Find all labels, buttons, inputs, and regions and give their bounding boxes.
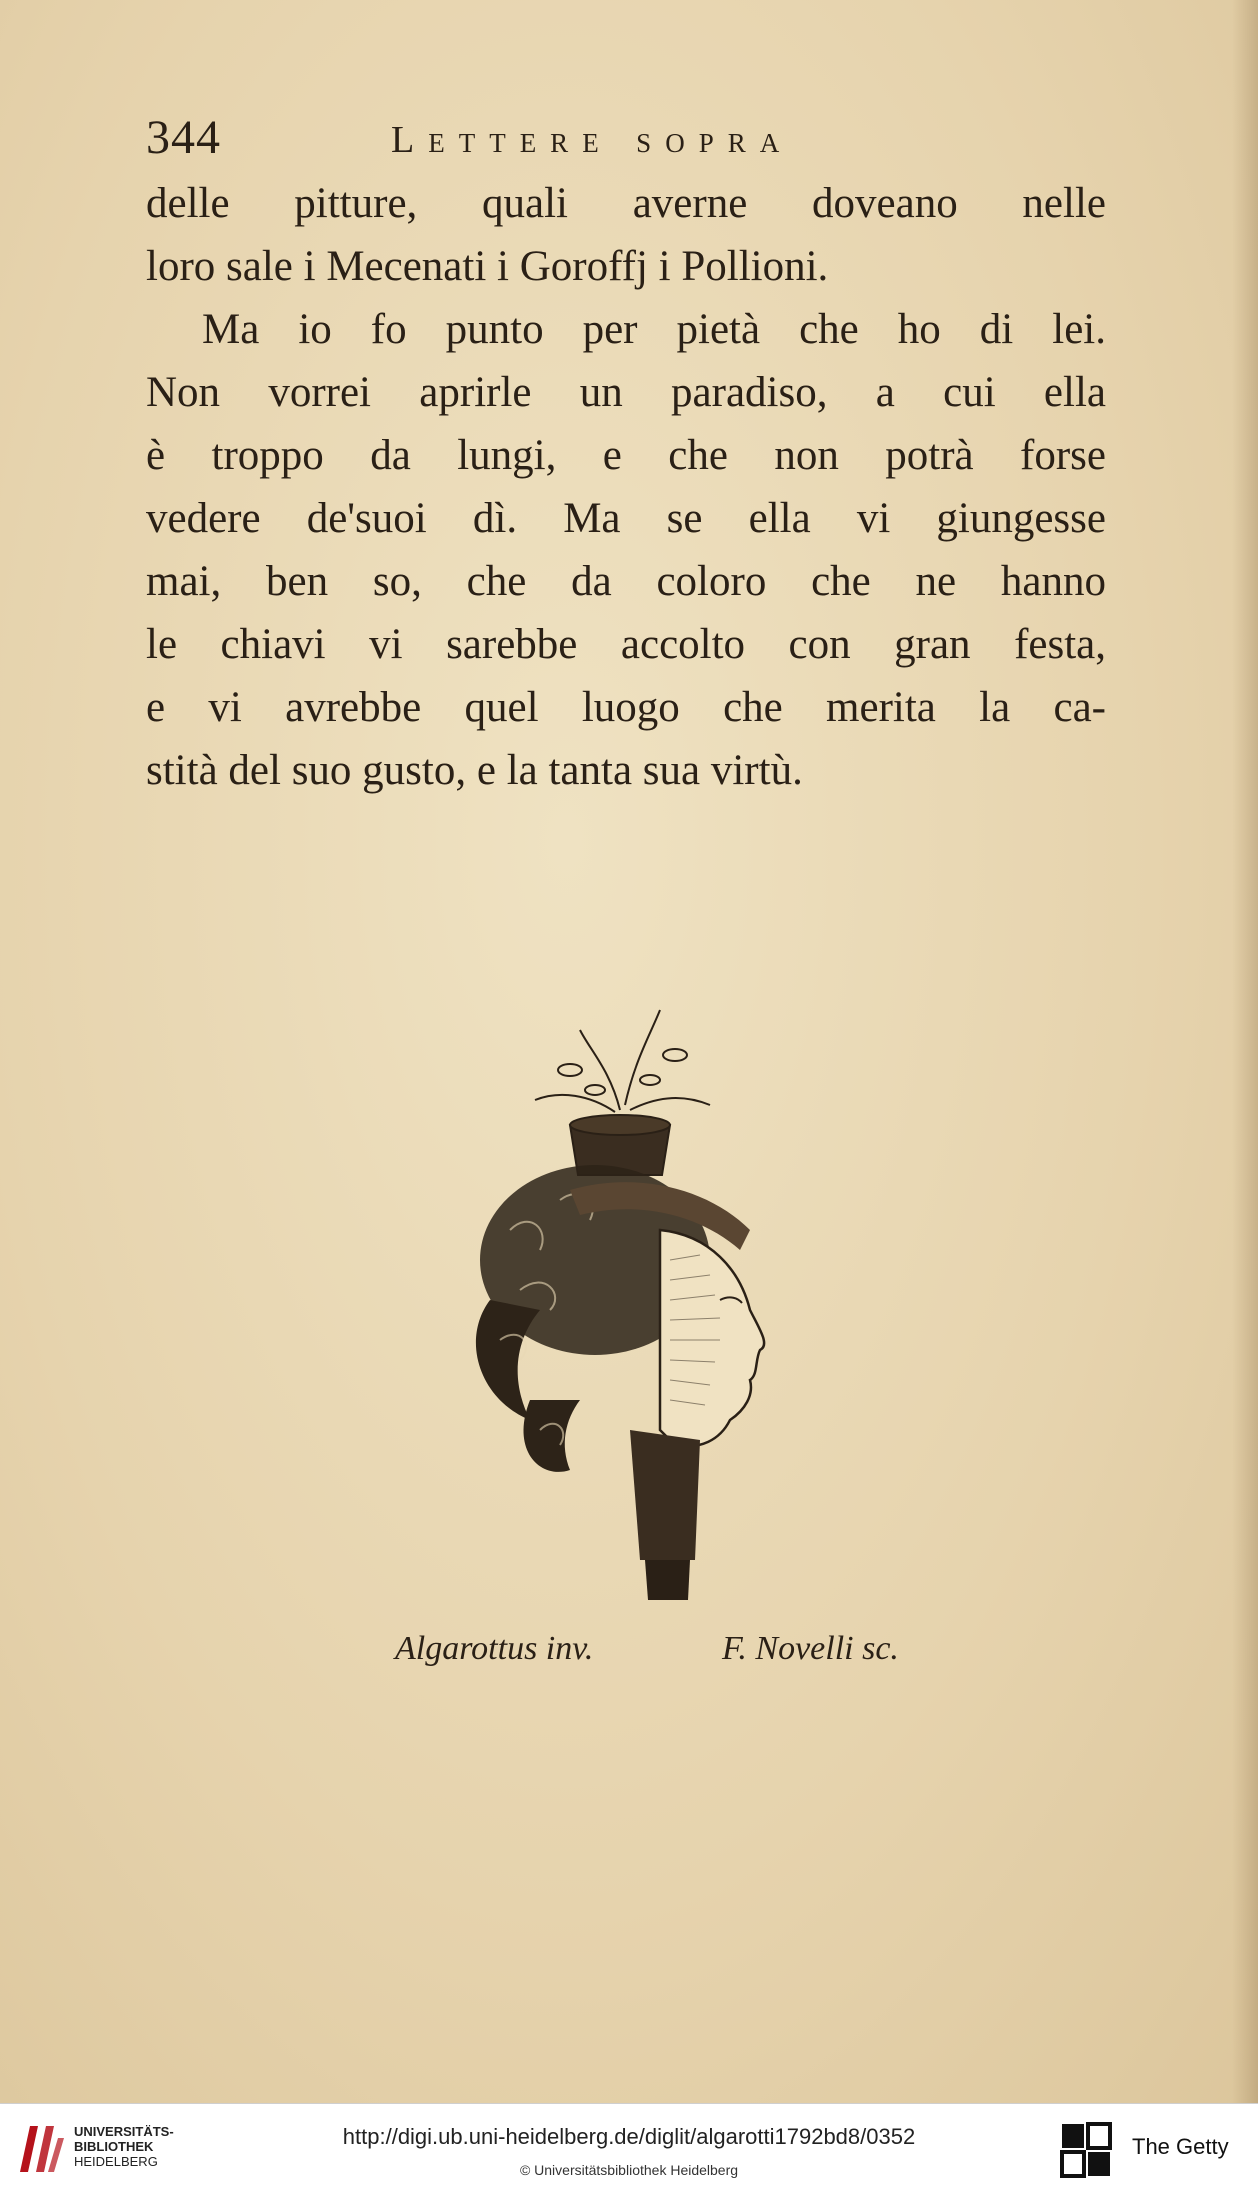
getty-partner-name: The Getty — [1132, 2134, 1229, 2159]
text-line: delle pitture, quali averne doveano nelle — [146, 180, 1106, 227]
text-line: è troppo da lungi, e che non potrà forse — [146, 432, 1106, 479]
text-line: vedere de'suoi dì. Ma se ella vi giungesse — [146, 495, 1106, 542]
text-line: loro sale i Mecenati i Goroffj i Pollioni. — [146, 243, 829, 290]
engraving-caption-inventor: Algarottus inv. — [395, 1630, 594, 1667]
engraving-caption-engraver: F. Novelli sc. — [722, 1630, 899, 1667]
page-edge-shadow — [1232, 0, 1258, 2103]
engraving-head-illustration — [420, 1000, 820, 1620]
page-number: 344 — [146, 111, 221, 164]
page-header — [146, 110, 1106, 170]
text-line: stità del suo gusto, e la tanta sua virtù. — [146, 747, 803, 794]
getty-logo-icon — [1058, 2120, 1114, 2180]
permalink-url[interactable]: http://digi.ub.uni-heidelberg.de/diglit/algarotti1792bd8/0352 — [342, 2124, 916, 2149]
text-line: mai, ben so, che da coloro che ne hanno — [146, 558, 1106, 605]
text-line: Non vorrei aprirle un paradiso, a cui ella — [146, 369, 1106, 416]
copyright-notice: © Universitätsbibliothek Heidelberg — [519, 2162, 739, 2178]
text-line: Ma io fo punto per pietà che ho di lei. — [202, 306, 1106, 353]
running-title: Lettere sopra — [391, 119, 794, 161]
text-line: le chiavi vi sarebbe accolto con gran festa, — [146, 621, 1106, 668]
text-line: e vi avrebbe quel luogo che merita la ca- — [146, 684, 1106, 731]
university-library-name: UNIVERSITÄTS- BIBLIOTHEK HEIDELBERG — [74, 2124, 174, 2169]
body-text — [146, 172, 1106, 802]
digital-library-footer — [0, 2103, 1258, 2194]
